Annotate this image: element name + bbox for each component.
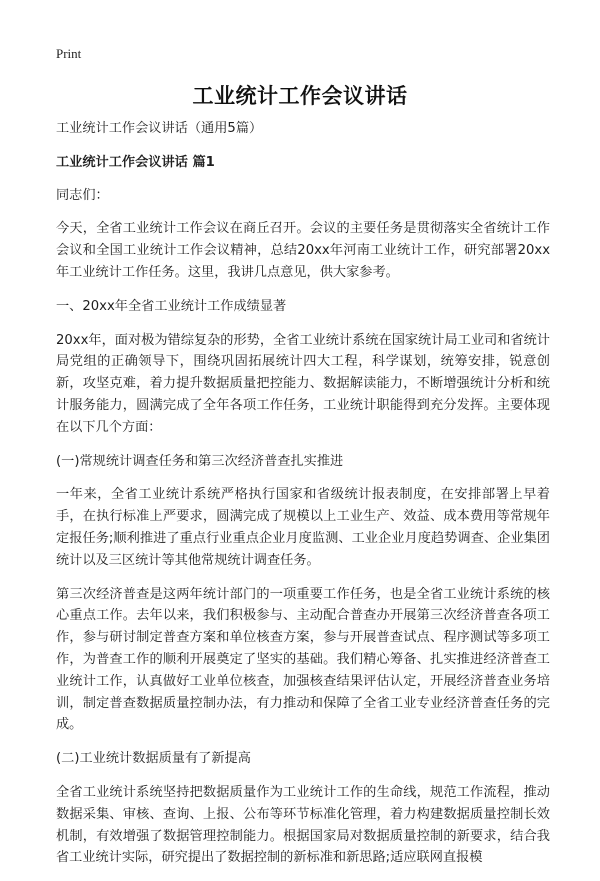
document-subtitle: 工业统计工作会议讲话（通用5篇）: [56, 121, 263, 136]
paragraph-survey: 一年来，全省工业统计系统严格执行国家和省级统计报表制度，在安排部署上早着手，在执行标准上严要求，圆满完成了规模以上工业生产、效益、成本费用等常规年定报任务;顺利推进了重点行业重点企业月度监测、工业企业月度趋势调查、企业集团统计以及三区统计等其他常规统计调查任务。: [56, 487, 550, 568]
subheading-quality: (二)工业统计数据质量有了新提高: [56, 751, 251, 767]
page-title: 工业统计工作会议讲话: [192, 84, 408, 108]
section-title: 工业统计工作会议讲话 篇1: [56, 154, 215, 170]
heading-achievements: 一、20xx年全省工业统计工作成绩显著: [56, 298, 287, 314]
subheading-survey: (一)常规统计调查任务和第三次经济普查扎实推进: [56, 453, 344, 469]
document-body: [56, 118, 550, 881]
intro-paragraph: 今天，全省工业统计工作会议在商丘召开。会议的主要任务是贯彻落实全省统计工作会议和全国工业统计工作会议精神，总结20xx年河南工业统计工作，研究部署20xx年工业统计工作任务。这里，我讲几点意见，供大家参考。: [56, 221, 550, 280]
paragraph-overview: 20xx年，面对极为错综复杂的形势，全省工业统计系统在国家统计局工业司和省统计局党组的正确领导下，围绕巩固拓展统计四大工程，科学谋划，统筹安排，锐意创新，攻坚克难，着力提升数据质量把控能力、数据解读能力，不断增强统计分析和统计服务能力，圆满完成了全年各项工作任务，工业统计职能得到充分发挥。主要体现在以下几个方面：: [56, 332, 550, 435]
paragraph-census: 第三次经济普查是这两年统计部门的一项重要工作任务，也是全省工业统计系统的核心重点工作。去年以来，我们积极参与、主动配合普查办开展第三次经济普查各项工作，参与研讨制定普查方案和单位核查方案，参与开展普查试点、程序测试等多项工作，为普查工作的顺利开展奠定了坚实的基础。我们精心筹备、扎实推进经济普查工业统计工作，认真做好工业单位核查，加强核查结果评估认定，开展经济普查业务培训，制定普查数据质量控制办法，有力推动和保障了全省工业专业经济普查任务的完成。: [56, 586, 550, 733]
paragraph-quality: 全省工业统计系统坚持把数据质量作为工业统计工作的生命线，规范工作流程，推动数据采集、审核、查询、上报、公布等环节标准化管理，着力构建数据质量控制长效机制，有效增强了数据管理控制能力。根据国家局对数据质量控制的新要求，结合我省工业统计实际，研究提出了数据控制的新标准和新思路;适应联网直报模: [56, 784, 550, 866]
greeting: 同志们：: [56, 187, 109, 203]
print-link[interactable]: Print: [56, 46, 82, 61]
